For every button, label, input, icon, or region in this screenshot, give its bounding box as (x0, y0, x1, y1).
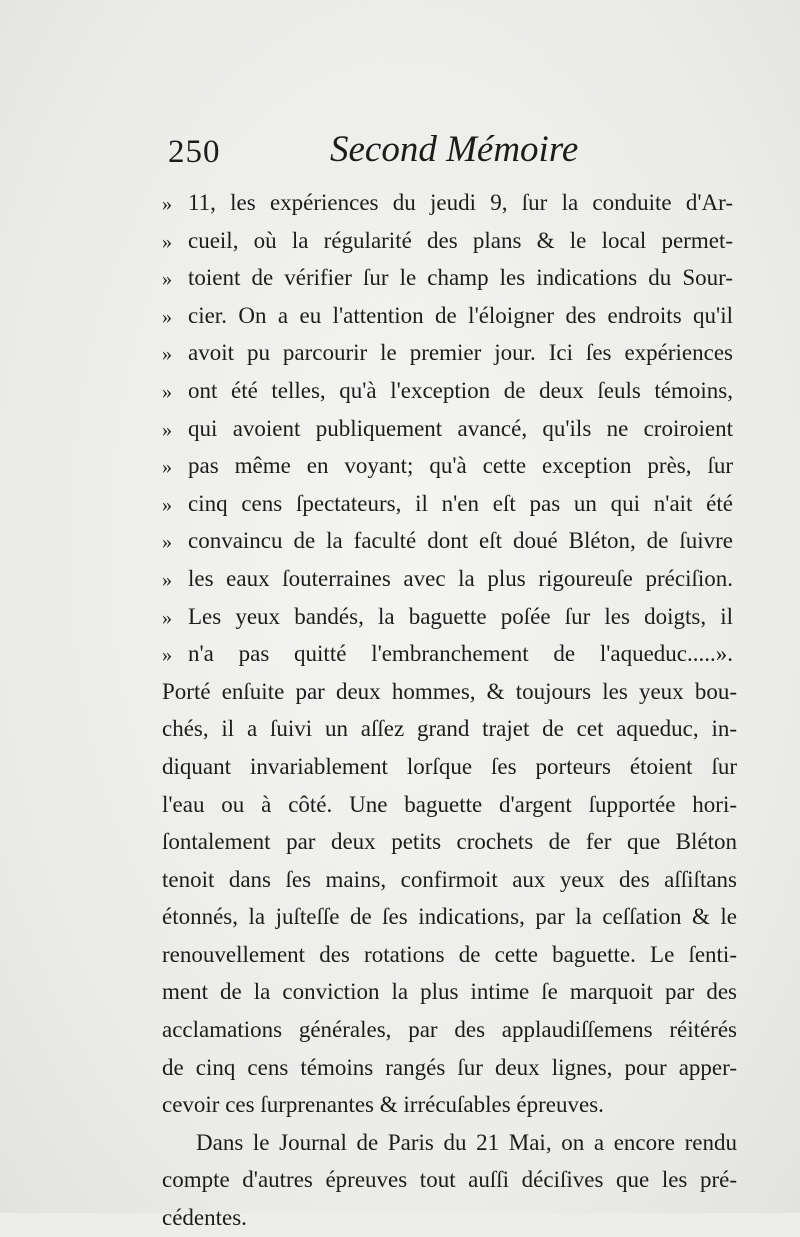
text-line: acclamations générales, par des applaudiſſemens réitérés (162, 1017, 737, 1043)
line-text: les eaux ſouterraines avec la plus rigoureuſe préciſion. (188, 565, 733, 591)
line-text: qui avoient publiquement avancé, qu'ils ne croiroient (188, 415, 733, 441)
line-text: convaincu de la faculté dont eſt doué Bléton, de ſuivre (188, 528, 733, 554)
page-number: 250 (168, 134, 221, 170)
quote-mark: » (162, 380, 172, 403)
text-line: ment de la conviction la plus intime ſe marquoit par des (162, 979, 737, 1005)
text-line: ſontalement par deux petits crochets de fer que Bléton (162, 829, 737, 855)
line-text: 11, les expériences du jeudi 9, ſur la conduite d'Ar- (188, 190, 733, 215)
text-line: cevoir ces ſurprenantes & irrécuſables épreuves. (162, 1092, 604, 1118)
text-line (162, 259, 737, 297)
quote-mark: » (162, 644, 172, 667)
text-line (162, 222, 737, 260)
line-text: n'a pas quitté l'embranchement de l'aqueduc.....». (188, 641, 733, 667)
quote-mark: » (162, 305, 172, 328)
text-line: tenoit dans ſes mains, confirmoit aux yeux des aſſiſtans (162, 866, 737, 892)
text-line (162, 372, 737, 410)
quote-mark: » (162, 531, 172, 554)
text-line: l'eau ou à côté. Une baguette d'argent ſupportée hori- (162, 791, 737, 817)
text-line (162, 598, 737, 636)
page-header (168, 128, 579, 178)
text-line (162, 184, 737, 222)
running-head: Second Mémoire (330, 129, 579, 170)
text-line (162, 522, 737, 560)
text-line (162, 560, 737, 598)
body-text (162, 184, 737, 1237)
text-line (162, 447, 737, 485)
line-text: cier. On a eu l'attention de l'éloigner des endroits qu'il (188, 302, 733, 328)
quote-mark: » (162, 193, 172, 215)
text-line (162, 410, 737, 448)
line-text: avoit pu parcourir le premier jour. Ici ſes expériences (188, 340, 733, 366)
quote-mark: » (162, 493, 172, 516)
text-line: diquant invariablement lorſque ſes porteurs étoient ſur (162, 753, 737, 779)
quote-mark: » (162, 568, 172, 591)
text-line: compte d'autres épreuves tout auſſi déciſives que les pré- (162, 1167, 737, 1193)
line-text: pas même en voyant; qu'à cette exception près, ſur (188, 453, 733, 479)
text-line (162, 635, 737, 673)
text-line: Dans le Journal de Paris du 21 Mai, on a encore rendu (196, 1129, 737, 1155)
text-line: renouvellement des rotations de cette baguette. Le ſenti- (162, 941, 737, 967)
quote-mark: » (162, 230, 172, 253)
text-line (162, 334, 737, 372)
text-line (162, 485, 737, 523)
line-text: Les yeux bandés, la baguette poſée ſur les doigts, il (188, 603, 733, 629)
text-line: étonnés, la juſteſſe de ſes indications, par la ceſſation & le (162, 904, 737, 930)
text-line: Porté enſuite par deux hommes, & toujours les yeux bou- (162, 678, 737, 704)
line-text: cinq cens ſpectateurs, il n'en eſt pas un qui n'ait été (188, 490, 733, 516)
quote-mark: » (162, 606, 172, 629)
quote-mark: » (162, 418, 172, 441)
line-text: ont été telles, qu'à l'exception de deux ſeuls témoins, (188, 377, 733, 403)
text-line: chés, il a ſuivi un aſſez grand trajet de cet aqueduc, in- (162, 716, 737, 742)
quote-mark: » (162, 456, 172, 479)
line-text: cueil, où la régularité des plans & le local permet- (188, 227, 733, 253)
text-line: cédentes. (162, 1205, 247, 1231)
line-text: toient de vérifier ſur le champ les indications du Sour- (188, 265, 733, 291)
quote-mark: » (162, 268, 172, 291)
text-line (162, 297, 737, 335)
quote-mark: » (162, 343, 172, 366)
text-line: de cinq cens témoins rangés ſur deux lignes, pour apper- (162, 1054, 737, 1080)
